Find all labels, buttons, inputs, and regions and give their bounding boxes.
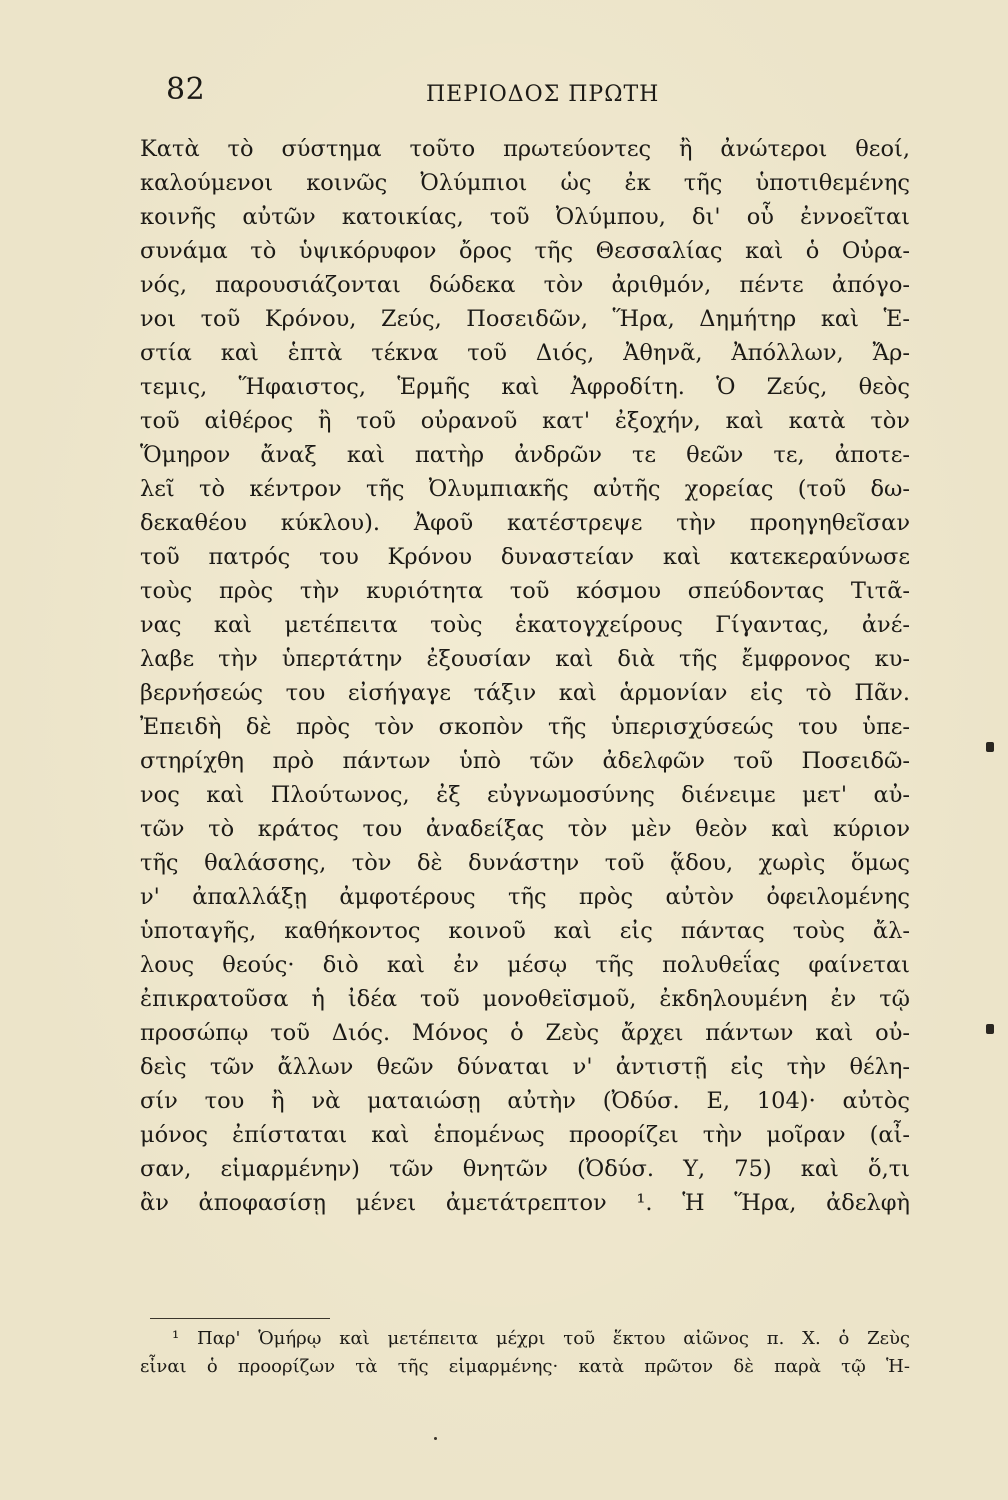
- text-line: τῶν τὸ κράτος του ἀναδείξας τὸν μὲν θεὸν καὶ κύριον: [140, 816, 910, 842]
- text-line: τοὺς πρὸς τὴν κυριότητα τοῦ κόσμου σπεύδοντας Τιτᾶ-: [140, 578, 910, 604]
- text-line: λεῖ τὸ κέντρον τῆς Ὀλυμπιακῆς αὐτῆς χορείας (τοῦ δω-: [140, 476, 910, 502]
- running-title: ΠΕΡΙΟΔΟΣ ΠΡΩΤΗ: [426, 82, 660, 107]
- text-line: ἂν ἀποφασίσῃ μένει ἀμετάτρεπτον ¹. Ἡ Ἥρα, ἀδελφὴ: [140, 1190, 910, 1216]
- margin-mark-icon: [986, 1024, 994, 1034]
- text-line: δεκαθέου κύκλου). Ἀφοῦ κατέστρεψε τὴν προηγηθεῖσαν: [140, 510, 910, 536]
- text-line: Ὅμηρον ἄναξ καὶ πατὴρ ἀνδρῶν τε θεῶν τε, ἀποτε-: [140, 442, 910, 468]
- page-number: 82: [166, 72, 206, 107]
- text-line: τοῦ πατρός του Κρόνου δυναστείαν καὶ κατεκεραύνωσε: [140, 544, 910, 570]
- text-line: νός, παρουσιάζονται δώδεκα τὸν ἀριθμόν, πέντε ἀπόγο-: [140, 272, 910, 298]
- text-line: προσώπῳ τοῦ Διός. Μόνος ὁ Ζεὺς ἄρχει πάντων καὶ οὐ-: [140, 1020, 910, 1046]
- margin-mark-icon: [986, 742, 994, 752]
- text-line: στηρίχθη πρὸ πάντων ὑπὸ τῶν ἀδελφῶν τοῦ Ποσειδῶ-: [140, 748, 910, 774]
- main-text: [140, 132, 910, 1220]
- text-line: νοι τοῦ Κρόνου, Ζεύς, Ποσειδῶν, Ἥρα, Δημήτηρ καὶ Ἑ-: [140, 306, 910, 332]
- text-line: τῆς θαλάσσης, τὸν δὲ δυνάστην τοῦ ᾅδου, χωρὶς ὅμως: [140, 850, 910, 876]
- text-line: τεμις, Ἥφαιστος, Ἑρμῆς καὶ Ἀφροδίτη. Ὁ Ζεύς, θεὸς: [140, 374, 910, 400]
- text-line: σαν, εἱμαρμένην) τῶν θνητῶν (Ὀδύσ. Υ, 75) καὶ ὅ,τι: [140, 1156, 910, 1182]
- text-line: ν' ἀπαλλάξῃ ἀμφοτέρους τῆς πρὸς αὐτὸν ὀφειλομένης: [140, 884, 910, 910]
- paper-speck: [434, 1437, 437, 1440]
- text-line: τοῦ αἰθέρος ἢ τοῦ οὐρανοῦ κατ' ἐξοχήν, καὶ κατὰ τὸν: [140, 408, 910, 434]
- text-line: στία καὶ ἑπτὰ τέκνα τοῦ Διός, Ἀθηνᾶ, Ἀπόλλων, Ἄρ-: [140, 340, 910, 366]
- text-line: Κατὰ τὸ σύστημα τοῦτο πρωτεύοντες ἢ ἀνώτεροι θεοί,: [140, 136, 910, 162]
- footnote-divider: [150, 1318, 330, 1319]
- text-line: σίν του ἢ νὰ ματαιώσῃ αὐτὴν (Ὀδύσ. Ε, 104)· αὐτὸς: [140, 1088, 910, 1114]
- page-header: [0, 72, 1008, 116]
- text-line: λους θεούς· διὸ καὶ ἐν μέσῳ τῆς πολυθεΐας φαίνεται: [140, 952, 910, 978]
- text-line: βερνήσεώς του εἰσήγαγε τάξιν καὶ ἁρμονίαν εἰς τὸ Πᾶν.: [140, 680, 910, 706]
- text-line: ἐπικρατοῦσα ἡ ἰδέα τοῦ μονοθεϊσμοῦ, ἐκδηλουμένη ἐν τῷ: [140, 986, 910, 1012]
- text-line: Ἐπειδὴ δὲ πρὸς τὸν σκοπὸν τῆς ὑπερισχύσεώς του ὑπε-: [140, 714, 910, 740]
- footnote-line: εἶναι ὁ προορίζων τὰ τῆς εἱμαρμένης· κατὰ πρῶτον δὲ παρὰ τῷ Ἡ-: [140, 1356, 910, 1377]
- text-line: μόνος ἐπίσταται καὶ ἑπομένως προορίζει τὴν μοῖραν (αἶ-: [140, 1122, 910, 1148]
- text-line: δεὶς τῶν ἄλλων θεῶν δύναται ν' ἀντιστῇ εἰς τὴν θέλη-: [140, 1054, 910, 1080]
- text-line: καλούμενοι κοινῶς Ὀλύμπιοι ὡς ἐκ τῆς ὑποτιθεμένης: [140, 170, 910, 196]
- text-line: κοινῆς αὐτῶν κατοικίας, τοῦ Ὀλύμπου, δι' οὗ ἐννοεῖται: [140, 204, 910, 230]
- text-line: λαβε τὴν ὑπερτάτην ἐξουσίαν καὶ διὰ τῆς ἔμφρονος κυ-: [140, 646, 910, 672]
- footnote: [140, 1325, 910, 1381]
- text-line: συνάμα τὸ ὑψικόρυφον ὄρος τῆς Θεσσαλίας καὶ ὁ Οὐρα-: [140, 238, 910, 264]
- text-line: ὑποταγῆς, καθήκοντος κοινοῦ καὶ εἰς πάντας τοὺς ἄλ-: [140, 918, 910, 944]
- footnote-line: ¹ Παρ' Ὁμήρῳ καὶ μετέπειτα μέχρι τοῦ ἕκτου αἰῶνος π. Χ. ὁ Ζεὺς: [172, 1328, 910, 1349]
- text-line: νας καὶ μετέπειτα τοὺς ἑκατογχείρους Γίγαντας, ἀνέ-: [140, 612, 910, 638]
- text-line: νος καὶ Πλούτωνος, ἐξ εὐγνωμοσύνης διένειμε μετ' αὐ-: [140, 782, 910, 808]
